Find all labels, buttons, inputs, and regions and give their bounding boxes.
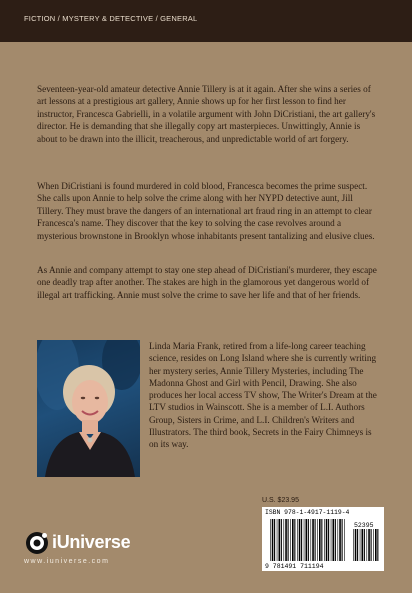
barcode-stripe xyxy=(301,519,302,561)
barcode-stripe xyxy=(284,519,285,561)
barcode-stripe xyxy=(319,519,321,561)
barcode-stripe xyxy=(311,519,312,561)
barcode-stripe xyxy=(375,529,377,561)
author-bio: Linda Maria Frank, retired from a life-long career teaching science, resides on Long Island where she is currently writing her mystery series, Annie Tillery Mysteries, including The Madonna Ghost and Girl with Pencil, Drawing. She also produces her local access TV show, The Writer's Dream at the LTV studios in Wainscott. She is a member of L.I. Authors Group, Sisters in Crime, and L.I. Children's Writers and Illustrators. The third book, Secrets in the Fairy Chimneys is on its way. xyxy=(149,341,377,450)
barcode-stripe xyxy=(272,519,274,561)
barcode-stripe xyxy=(360,529,361,561)
barcode-stripe xyxy=(333,519,335,561)
barcode-stripe xyxy=(364,529,365,561)
barcode-stripe xyxy=(312,519,314,561)
price-label: U.S. $23.95 xyxy=(262,497,299,504)
barcode-stripe xyxy=(321,519,322,561)
iuniverse-logo-icon xyxy=(24,530,50,556)
barcode-graphic xyxy=(262,507,384,571)
barcode-stripe xyxy=(342,519,343,561)
barcode-stripe xyxy=(297,519,298,561)
barcode-stripe xyxy=(274,519,275,561)
blurb-paragraph-2: When DiCristiani is found murdered in cold blood, Francesca becomes the prime suspect. She calls upon Annie to help solve the crime along with her NYPD detective aunt, Jill Tillery. They must brave the dangers of an international art fraud ring in an attempt to clear Francesca's name. They discover that the key to solving the case revolves around a mysterious brownstone in Brooklyn whose inhabitants present tantalizing and elusive clues. xyxy=(37,181,375,241)
barcode-stripe xyxy=(306,519,308,561)
barcode-stripe xyxy=(344,519,345,561)
addon-code: 52395 xyxy=(354,522,374,529)
isbn-barcode xyxy=(262,507,384,571)
barcode-stripe xyxy=(328,519,329,561)
isbn-label: ISBN 978-1-4917-1119-4 xyxy=(265,509,350,516)
ean-digits: 9 781491 711194 xyxy=(265,563,324,570)
barcode-stripe xyxy=(288,519,289,561)
barcode-stripe xyxy=(279,519,281,561)
barcode-stripe xyxy=(338,519,339,561)
barcode-stripe xyxy=(317,519,318,561)
barcode-stripe xyxy=(368,529,370,561)
barcode-stripe xyxy=(281,519,282,561)
barcode-stripe xyxy=(277,519,278,561)
barcode-stripe xyxy=(331,519,332,561)
publisher-url: www.iuniverse.com xyxy=(24,558,110,565)
barcode-stripe xyxy=(285,519,287,561)
barcode-stripe xyxy=(308,519,309,561)
barcode-stripe xyxy=(373,529,374,561)
author-portrait-illustration xyxy=(37,340,140,477)
author-photo xyxy=(37,340,140,477)
barcode-stripe xyxy=(353,529,354,561)
barcode-stripe xyxy=(324,519,325,561)
barcode-stripe xyxy=(270,519,271,561)
blurb-paragraph-1: Seventeen-year-old amateur detective Annie Tillery is at it again. After she wins a series of art lessons at a prestigious art gallery, Annie shows up for her first lesson to find her instructor, Francesca Gabrielli, in a volatile argument with John DiCristiani, the art gallery's director. He is demanding that she illegally copy art masterpieces. Unwittingly, Annie is about to be drawn into the illicit, treacherous, and unpredictable world of art forgery. xyxy=(37,84,376,144)
barcode-stripe xyxy=(315,519,316,561)
barcode-stripe xyxy=(294,519,295,561)
barcode-stripe xyxy=(326,519,328,561)
barcode-stripe xyxy=(299,519,301,561)
barcode-stripe xyxy=(339,519,341,561)
barcode-stripe xyxy=(292,519,294,561)
publisher-name: iUniverse xyxy=(52,532,131,552)
blurb-paragraph-3: As Annie and company attempt to stay one step ahead of DiCristiani's murderer, they escape one deadly trap after another. The stakes are high in the glamorous yet dangerous world of illegal art trafficking. Annie must solve the crime to save her life and that of her friends. xyxy=(37,265,377,300)
barcode-stripe xyxy=(377,529,378,561)
barcode-stripe xyxy=(335,519,336,561)
category-label: FICTION / MYSTERY & DETECTIVE / GENERAL xyxy=(24,14,198,23)
barcode-stripe xyxy=(362,529,364,561)
barcode-stripe xyxy=(355,529,357,561)
barcode-stripe xyxy=(290,519,291,561)
barcode-stripe xyxy=(371,529,372,561)
barcode-stripe xyxy=(357,529,358,561)
barcode-stripe xyxy=(367,529,368,561)
barcode-stripe xyxy=(304,519,305,561)
